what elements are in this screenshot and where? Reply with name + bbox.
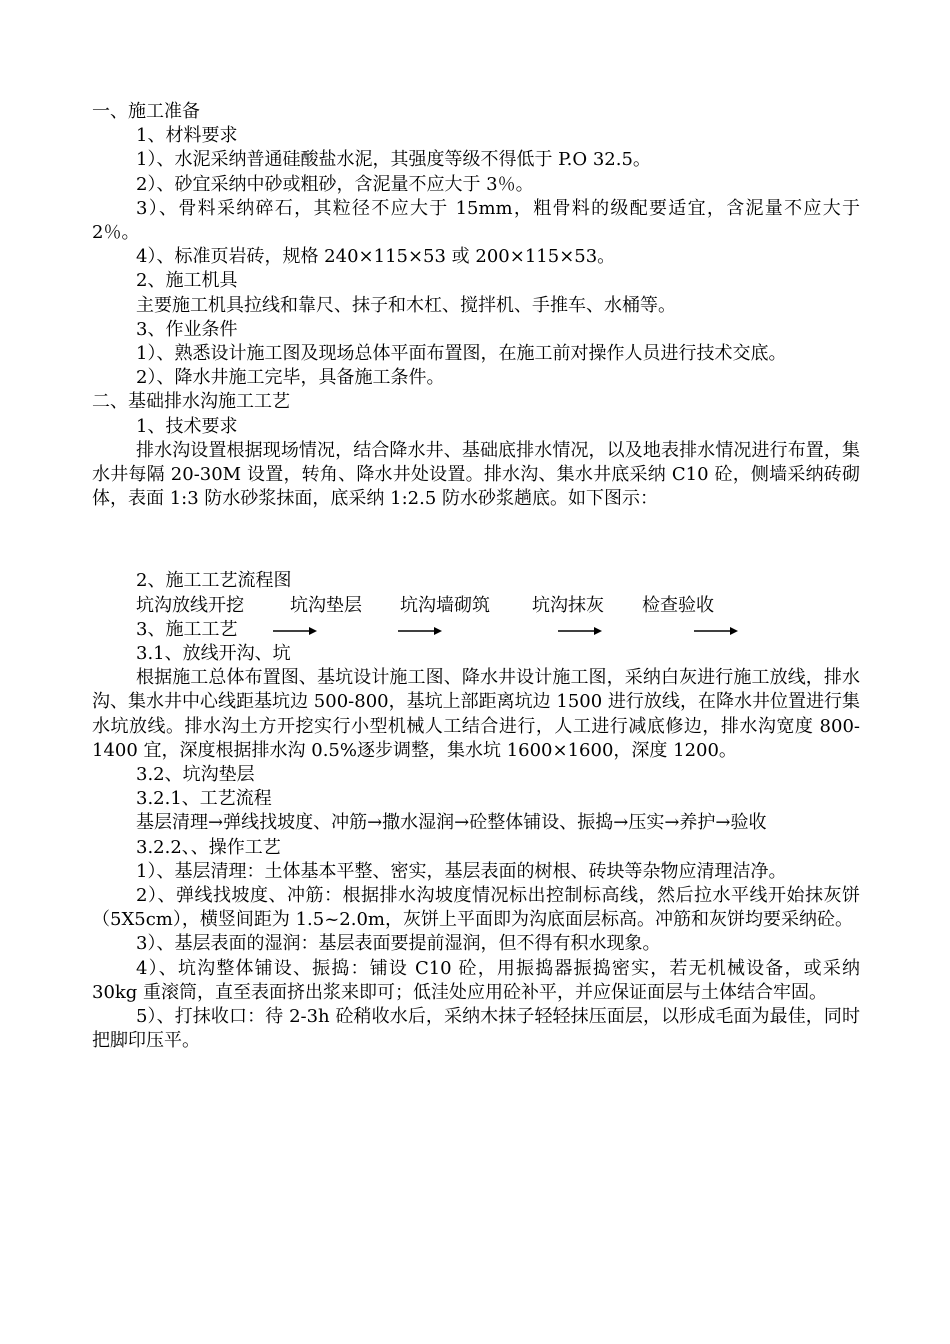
flow-step: 坑沟抹灰	[532, 594, 604, 616]
paragraph: 2）、砂宜采纳中砂或粗砂，含泥量不应大于 3％。	[136, 173, 534, 195]
paragraph: 4）、标准页岩砖，规格 240×115×53 或 200×115×53。	[136, 246, 616, 268]
subsection-heading: 3、施工工艺	[136, 618, 238, 640]
flow-step: 检查验收	[642, 594, 714, 616]
paragraph: 2）、降水井施工完毕，具备施工条件。	[136, 367, 445, 389]
subsection-heading: 2、施工工艺流程图	[136, 570, 292, 592]
paragraph: 基层清理→弹线找坡度、冲筋→撒水湿润→砼整体铺设、振捣→压实→养护→验收	[136, 812, 767, 834]
paragraph: 1）、熟悉设计施工图及现场总体平面布置图，在施工前对操作人员进行技术交底。	[136, 343, 787, 365]
subsection-heading: 1、技术要求	[136, 415, 238, 437]
right-arrow-icon	[273, 624, 317, 638]
process-flow	[92, 594, 860, 618]
flow-arrows-row	[92, 618, 860, 642]
subsection-heading: 3.2.1、工艺流程	[136, 788, 272, 810]
subsection-heading: 1、材料要求	[136, 125, 238, 147]
paragraph: 3）、基层表面的湿润：基层表面要提前湿润，但不得有积水现象。	[136, 933, 661, 955]
subsection-heading: 3.2.2、、操作工艺	[136, 836, 281, 858]
paragraph: 排水沟设置根据现场情况，结合降水井、基础底排水情况，以及地表排水情况进行布置，集水井每隔 20-30M 设置，转角、降水井处设置。排水沟、集水井底采纳 C10 砼，侧墙采纳砖砌体，表面 1:3 防水砂浆抹面，底采纳 1:2.5 防水砂浆趟底。如下图示：	[92, 439, 860, 510]
subsection-heading: 3.1、放线开沟、坑	[136, 643, 291, 665]
right-arrow-icon	[558, 624, 602, 638]
flow-step: 坑沟放线开挖	[136, 594, 244, 616]
paragraph: 4）、坑沟整体铺设、振捣：铺设 C10 砼，用振捣器振捣密实，若无机械设备，或采纳 30kg 重滚筒，直至表面挤出浆来即可；低洼处应用砼补平，并应保证面层与土体结合牢固。	[92, 957, 860, 1003]
section-heading: 二、基础排水沟施工工艺	[92, 391, 290, 413]
right-arrow-icon	[694, 624, 738, 638]
paragraph: 根据施工总体布置图、基坑设计施工图、降水井设计施工图，采纳白灰进行施工放线，排水沟、集水井中心线距基坑边 500-800，基坑上部距离坑边 1500 进行放线，在降水井位置进行集水坑放线。排水沟土方开挖实行小型机械人工结合进行，人工进行减底修边，排水沟宽度 800-1400 宜，深度根据排水沟 0.5%逐步调整，集水坑 1600×1600，深度 1200。	[92, 667, 860, 761]
paragraph: 主要施工机具拉线和靠尺、抹子和木杠、搅拌机、手推车、水桶等。	[136, 294, 676, 316]
paragraph: 1）、基层清理：土体基本平整、密实，基层表面的树根、砖块等杂物应清理洁净。	[136, 860, 787, 882]
right-arrow-icon	[398, 624, 442, 638]
paragraph: 2）、弹线找坡度、冲筋：根据排水沟坡度情况标出控制标高线，然后拉水平线开始抹灰饼（5X5cm），横竖间距为 1.5~2.0m，灰饼上平面即为沟底面层标高。冲筋和灰饼均要采纳砼。	[92, 885, 860, 931]
subsection-heading: 2、施工机具	[136, 270, 238, 292]
document-page	[92, 100, 860, 1053]
section-heading: 一、施工准备	[92, 101, 200, 122]
paragraph: 5）、打抹收口：待 2-3h 砼稍收水后，采纳木抹子轻轻抹压面层，以形成毛面为最佳，同时把脚印压平。	[92, 1006, 860, 1052]
flow-step: 坑沟垫层	[290, 594, 362, 616]
figure-placeholder	[92, 511, 860, 569]
paragraph: 3）、骨料采纳碎石，其粒径不应大于 15mm，粗骨料的级配要适宜，含泥量不应大于 2％。	[92, 197, 860, 244]
subsection-heading: 3、作业条件	[136, 318, 238, 340]
paragraph: 1）、水泥采纳普通硅酸盐水泥，其强度等级不得低于 P.O 32.5。	[136, 149, 651, 171]
subsection-heading: 3.2、坑沟垫层	[136, 764, 255, 786]
flow-step: 坑沟墙砌筑	[400, 594, 490, 616]
